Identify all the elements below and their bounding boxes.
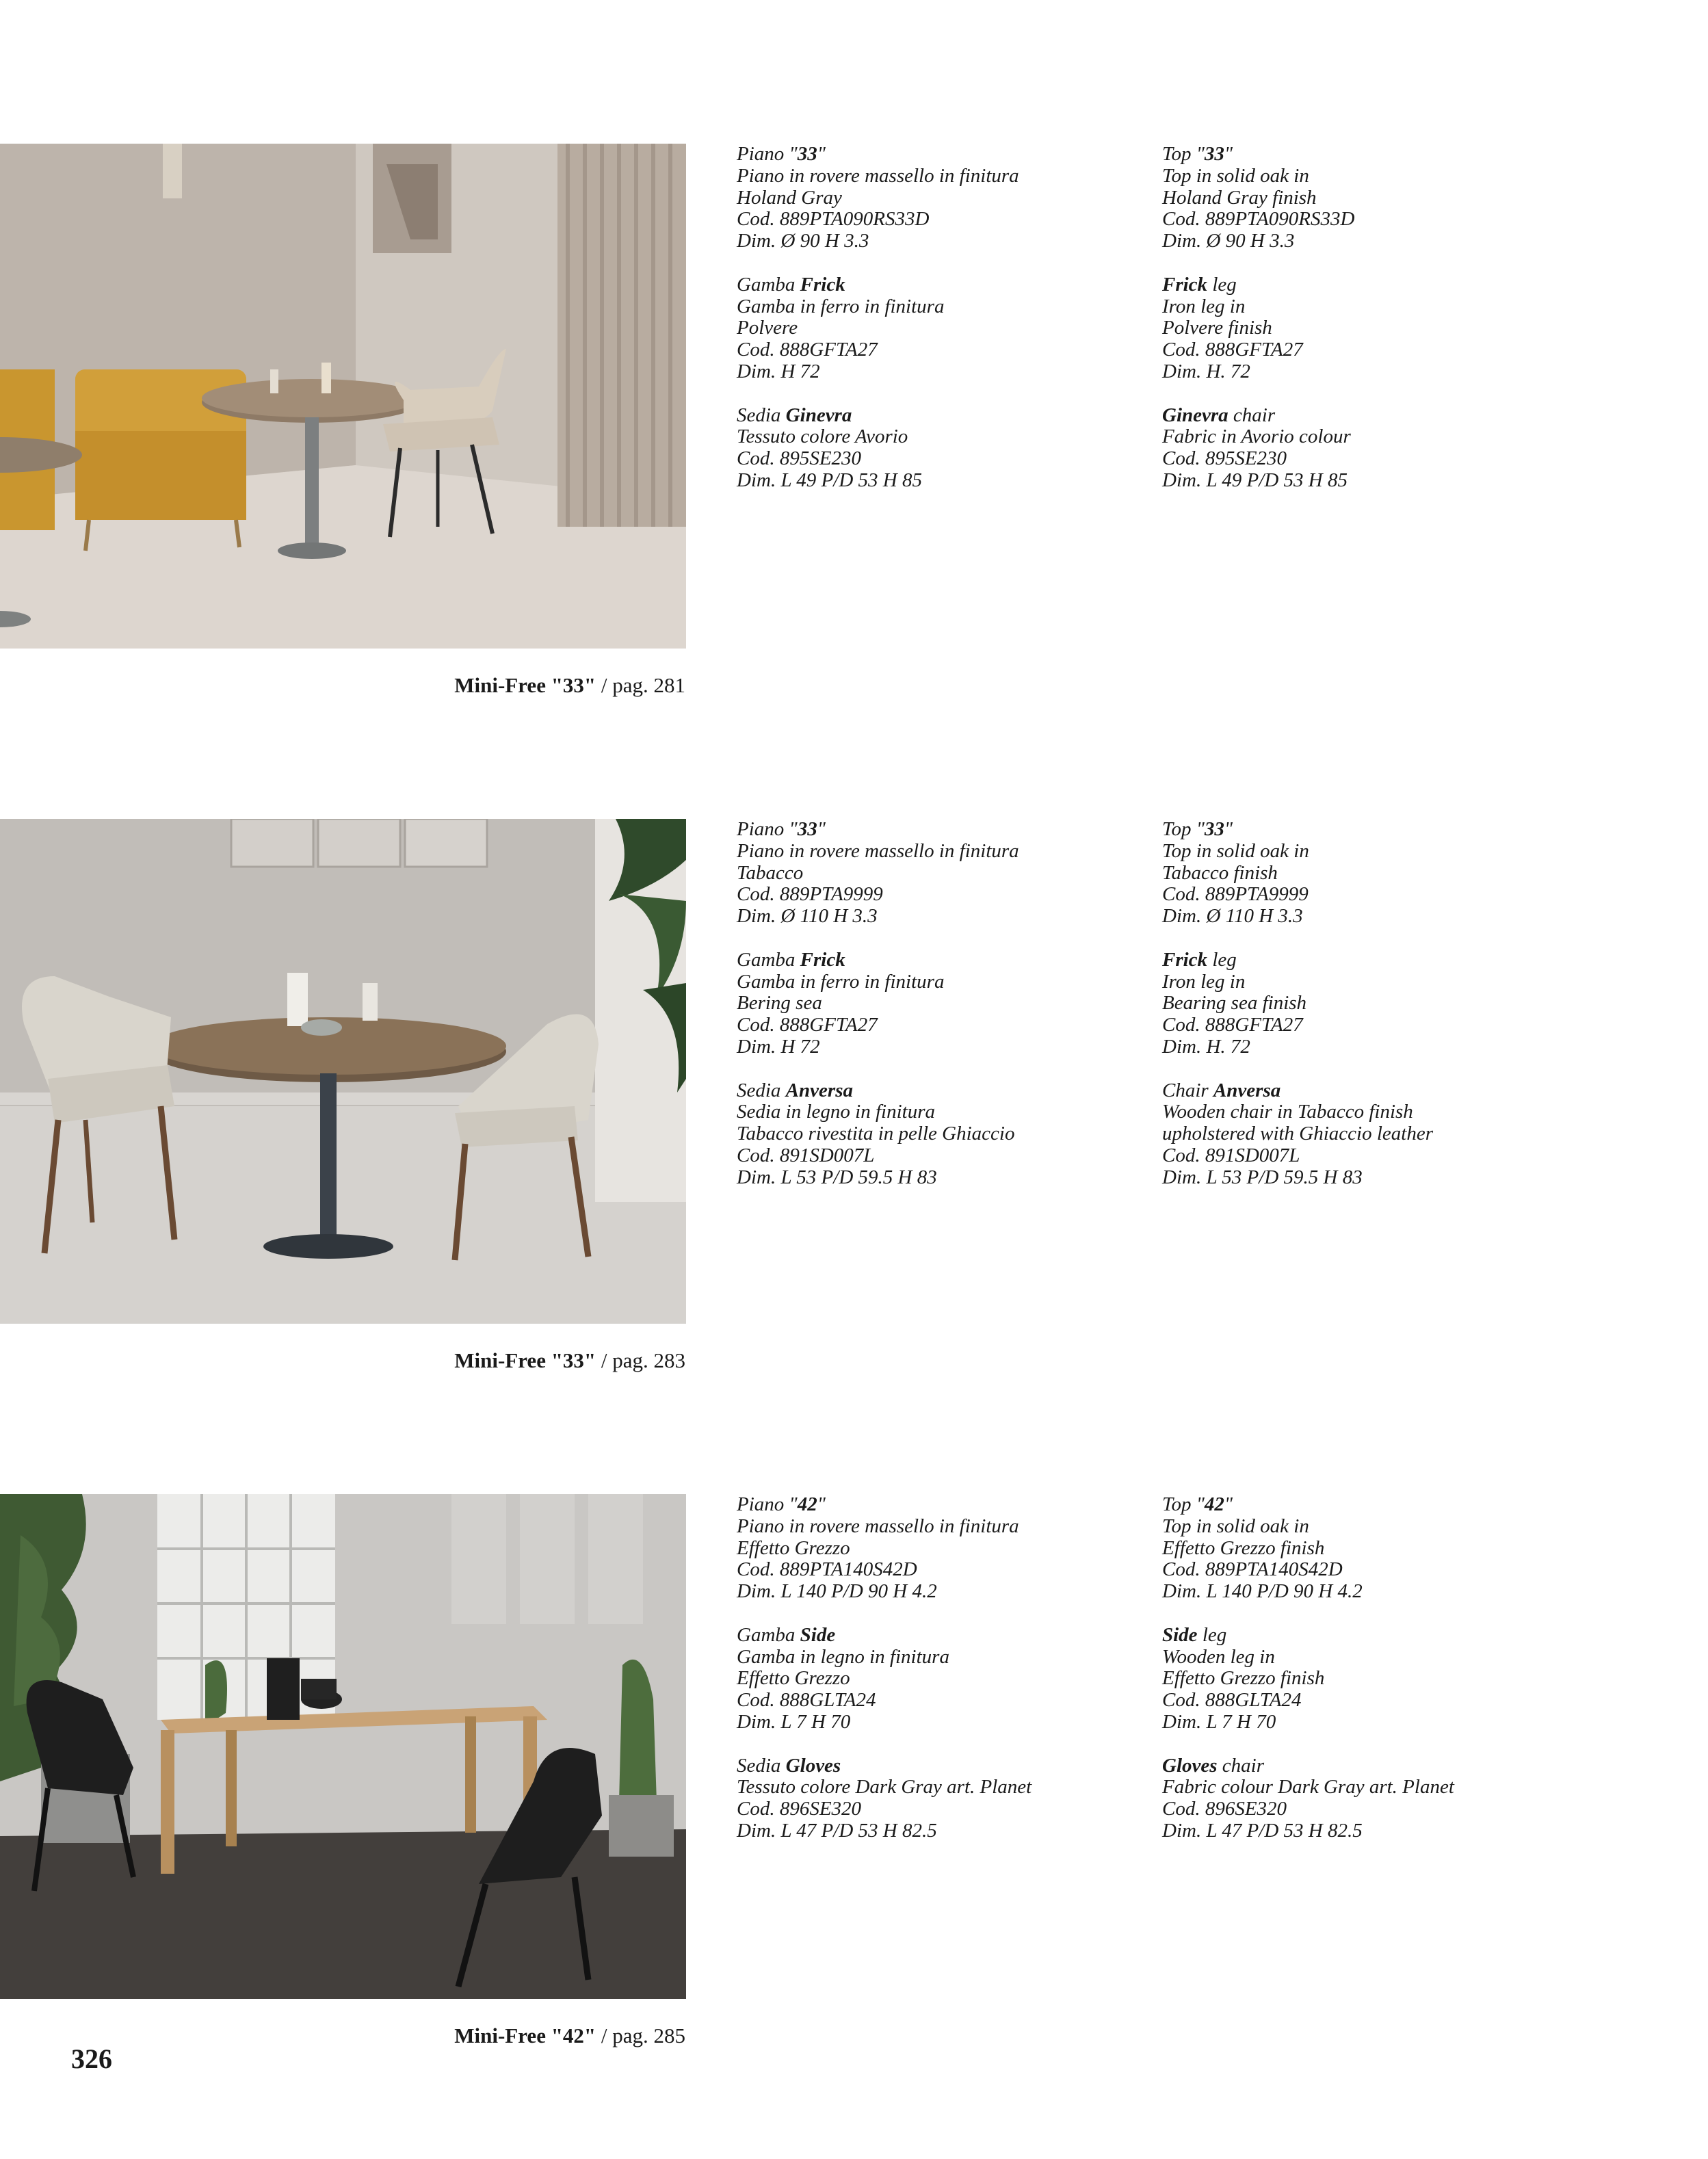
spec-code: Cod. 888GLTA24: [737, 1689, 876, 1712]
spec-heading: Side leg: [1162, 1623, 1227, 1646]
spec-heading: Chair Anversa: [1162, 1079, 1281, 1101]
spec-line: Top in solid oak in: [1162, 839, 1309, 862]
spec-code: Cod. 888GLTA24: [1162, 1689, 1302, 1712]
spec-dimensions: Dim. L 140 P/D 90 H 4.2: [737, 1580, 937, 1603]
product-block-3: [0, 1494, 1708, 2110]
spec-heading: Piano "33": [737, 818, 826, 840]
chair-spec: [1162, 405, 1600, 492]
page-number: 326: [71, 2043, 112, 2074]
spec-line: Sedia in legno in finitura: [737, 1101, 935, 1123]
spec-heading: Top "33": [1162, 143, 1233, 165]
spec-heading: Piano "33": [737, 143, 826, 165]
spec-code: Cod. 895SE230: [1162, 447, 1287, 470]
spec-line: Fabric colour Dark Gray art. Planet: [1162, 1776, 1454, 1798]
caption-page-ref: / pag. 285: [601, 2024, 685, 2047]
spec-dimensions: Dim. Ø 90 H 3.3: [737, 230, 869, 252]
spec-line: upholstered with Ghiaccio leather: [1162, 1123, 1434, 1145]
top-spec: [1162, 819, 1600, 928]
spec-code: Cod. 889PTA140S42D: [737, 1558, 917, 1581]
spec-dimensions: Dim. L 7 H 70: [737, 1710, 851, 1733]
spec-line: Tabacco: [737, 861, 804, 884]
spec-dimensions: Dim. H. 72: [1162, 1035, 1250, 1058]
spec-dimensions: Dim. L 140 P/D 90 H 4.2: [1162, 1580, 1363, 1603]
chair-spec: [1162, 1080, 1600, 1189]
spec-code: Cod. 889PTA9999: [737, 883, 883, 906]
spec-dimensions: Dim. H. 72: [1162, 360, 1250, 382]
chair-spec: [737, 405, 1174, 492]
spec-line: Holand Gray finish: [1162, 186, 1317, 209]
spec-heading: Gloves chair: [1162, 1754, 1264, 1777]
spec-code: Cod. 888GFTA27: [1162, 339, 1303, 361]
spec-line: Gamba in ferro in finitura: [737, 970, 945, 993]
spec-code: Cod. 889PTA090RS33D: [1162, 208, 1355, 231]
spec-line: Effetto Grezzo: [737, 1536, 850, 1559]
spec-code: Cod. 895SE230: [737, 447, 862, 470]
top-spec: [1162, 1494, 1600, 1603]
spec-line: Piano in rovere massello in finitura: [737, 164, 1019, 187]
spec-line: Holand Gray: [737, 186, 842, 209]
spec-code: Cod. 896SE320: [1162, 1798, 1287, 1820]
product-block-1: [0, 144, 1708, 759]
italian-specs: [737, 1494, 1174, 1864]
spec-dimensions: Dim. L 7 H 70: [1162, 1710, 1276, 1733]
spec-line: Piano in rovere massello in finitura: [737, 1515, 1019, 1537]
top-spec: [1162, 144, 1600, 252]
top-spec: [737, 1494, 1174, 1603]
spec-line: Polvere finish: [1162, 317, 1272, 339]
chair-spec: [737, 1755, 1174, 1842]
spec-dimensions: Dim. Ø 110 H 3.3: [737, 905, 878, 928]
spec-dimensions: Dim. H 72: [737, 360, 820, 382]
spec-line: Fabric in Avorio colour: [1162, 426, 1351, 448]
leg-spec: [1162, 1625, 1600, 1733]
spec-line: Wooden leg in: [1162, 1645, 1275, 1668]
spec-code: Cod. 891SD007L: [737, 1144, 875, 1166]
caption-name: Mini-Free: [454, 1348, 546, 1372]
spec-code: Cod. 888GFTA27: [1162, 1014, 1303, 1036]
spec-code: Cod. 889PTA140S42D: [1162, 1558, 1343, 1581]
caption-model: "33": [551, 673, 596, 697]
spec-dimensions: Dim. L 53 P/D 59.5 H 83: [1162, 1166, 1363, 1188]
spec-heading: Top "33": [1162, 818, 1233, 840]
spec-heading: Sedia Anversa: [737, 1079, 853, 1101]
leg-spec: [737, 950, 1174, 1058]
spec-heading: Sedia Ginevra: [737, 404, 852, 426]
caption-model: "33": [551, 1348, 596, 1372]
english-specs: [1162, 819, 1600, 1210]
chair-spec: [737, 1080, 1174, 1189]
top-spec: [737, 144, 1174, 252]
caption-name: Mini-Free: [454, 2024, 546, 2047]
spec-code: Cod. 888GFTA27: [737, 339, 878, 361]
spec-line: Tessuto colore Avorio: [737, 426, 908, 448]
spec-dimensions: Dim. L 53 P/D 59.5 H 83: [737, 1166, 937, 1188]
rectangular-oak-table-with-black-chairs-photo: [0, 1494, 686, 1999]
leg-spec: [1162, 274, 1600, 383]
spec-line: Wooden chair in Tabacco finish: [1162, 1101, 1413, 1123]
round-table-with-two-leather-armchairs-photo: [0, 819, 686, 1324]
top-spec: [737, 819, 1174, 928]
english-specs: [1162, 1494, 1600, 1864]
spec-heading: Gamba Side: [737, 1623, 836, 1646]
spec-line: Top in solid oak in: [1162, 164, 1309, 187]
spec-line: Bearing sea finish: [1162, 992, 1307, 1015]
spec-line: Piano in rovere massello in finitura: [737, 839, 1019, 862]
spec-code: Cod. 889PTA090RS33D: [737, 208, 930, 231]
caption-page-ref: / pag. 281: [601, 673, 685, 697]
spec-line: Tabacco rivestita in pelle Ghiaccio: [737, 1123, 1015, 1145]
spec-dimensions: Dim. H 72: [737, 1035, 820, 1058]
spec-line: Gamba in legno in finitura: [737, 1645, 949, 1668]
spec-line: Gamba in ferro in finitura: [737, 295, 945, 317]
spec-heading: Frick leg: [1162, 948, 1237, 971]
spec-heading: Ginevra chair: [1162, 404, 1276, 426]
round-table-with-yellow-sofa-and-beige-chair-photo: [0, 144, 686, 649]
spec-code: Cod. 896SE320: [737, 1798, 862, 1820]
spec-dimensions: Dim. L 49 P/D 53 H 85: [737, 469, 922, 491]
spec-line: Iron leg in: [1162, 970, 1246, 993]
spec-dimensions: Dim. L 49 P/D 53 H 85: [1162, 469, 1348, 491]
leg-spec: [1162, 950, 1600, 1058]
product-caption: [454, 672, 685, 699]
product-caption: [454, 2022, 685, 2050]
spec-line: Effetto Grezzo finish: [1162, 1667, 1325, 1690]
spec-heading: Gamba Frick: [737, 948, 845, 971]
spec-line: Bering sea: [737, 992, 822, 1015]
leg-spec: [737, 274, 1174, 383]
spec-line: Top in solid oak in: [1162, 1515, 1309, 1537]
spec-heading: Top "42": [1162, 1493, 1233, 1515]
leg-spec: [737, 1625, 1174, 1733]
caption-name: Mini-Free: [454, 673, 546, 697]
spec-dimensions: Dim. L 47 P/D 53 H 82.5: [1162, 1819, 1363, 1842]
product-block-2: [0, 819, 1708, 1435]
caption-page-ref: / pag. 283: [601, 1348, 685, 1372]
spec-code: Cod. 889PTA9999: [1162, 883, 1309, 906]
caption-model: "42": [551, 2024, 596, 2047]
spec-code: Cod. 891SD007L: [1162, 1144, 1300, 1166]
italian-specs: [737, 819, 1174, 1210]
spec-line: Effetto Grezzo finish: [1162, 1536, 1325, 1559]
italian-specs: [737, 144, 1174, 514]
chair-spec: [1162, 1755, 1600, 1842]
spec-heading: Sedia Gloves: [737, 1754, 841, 1777]
spec-line: Iron leg in: [1162, 295, 1246, 317]
product-caption: [454, 1347, 685, 1374]
spec-heading: Piano "42": [737, 1493, 826, 1515]
spec-heading: Frick leg: [1162, 273, 1237, 296]
english-specs: [1162, 144, 1600, 514]
spec-line: Tabacco finish: [1162, 861, 1278, 884]
spec-line: Tessuto colore Dark Gray art. Planet: [737, 1776, 1032, 1798]
spec-dimensions: Dim. L 47 P/D 53 H 82.5: [737, 1819, 937, 1842]
spec-code: Cod. 888GFTA27: [737, 1014, 878, 1036]
spec-heading: Gamba Frick: [737, 273, 845, 296]
spec-line: Polvere: [737, 317, 798, 339]
spec-dimensions: Dim. Ø 90 H 3.3: [1162, 230, 1295, 252]
spec-line: Effetto Grezzo: [737, 1667, 850, 1690]
spec-dimensions: Dim. Ø 110 H 3.3: [1162, 905, 1303, 928]
